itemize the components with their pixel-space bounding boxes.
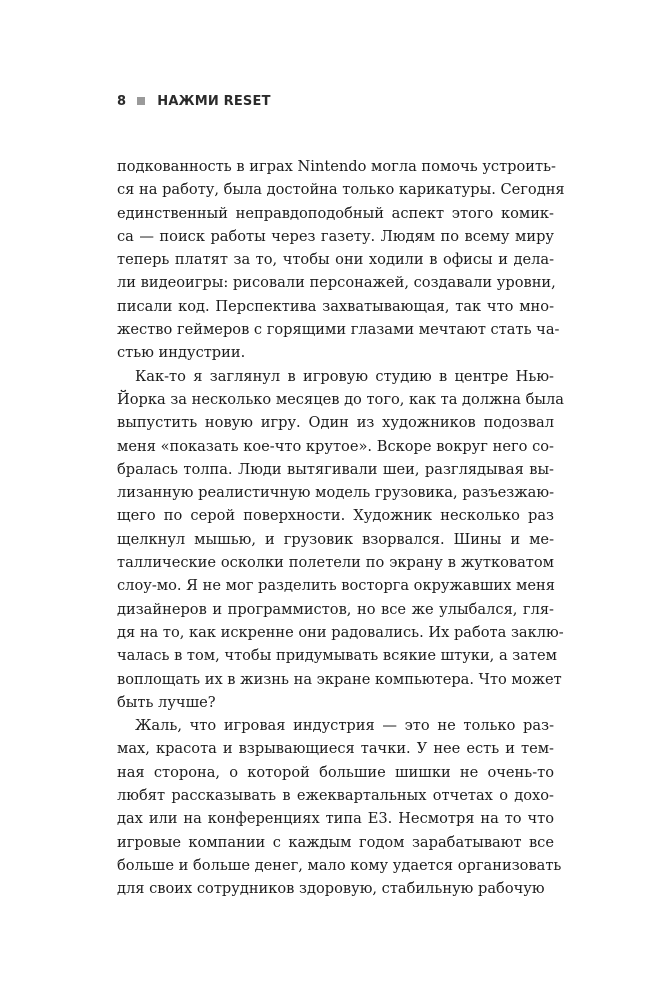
text-line: дах или на конференциях типа E3. Несмотря на то что (117, 810, 554, 828)
text-line: писали код. Перспектива захватывающая, так что мно- (117, 297, 554, 315)
text-line: единственный неправдоподобный аспект этого комик- (117, 204, 554, 222)
text-line: Жаль, что игровая индустрия — это не только раз- (135, 717, 554, 735)
text-line: подкованность в играх Nintendo могла помочь устроить- (117, 158, 556, 175)
text-line: ная сторона, о которой большие шишки не очень-то (117, 763, 554, 781)
text-line: чалась в том, чтобы придумывать всякие штуки, а затем (117, 647, 558, 665)
body-text (117, 155, 565, 901)
header-separator-square (137, 97, 145, 105)
page-number: 8 (117, 93, 127, 109)
text-line: дизайнеров и программистов, но все же улыбался, гля- (117, 600, 554, 618)
text-line: стью индустрии. (117, 344, 246, 362)
text-line: выпустить новую игру. Один из художников подозвал (117, 414, 554, 432)
text-line: Как-то я заглянул в игровую студию в центре Нью- (135, 367, 554, 385)
text-line: са — поиск работы через газету. Людям по всему миру (117, 227, 554, 245)
paragraph (117, 155, 565, 365)
text-line: слоу-мо. Я не мог разделить восторга окружавших меня (117, 577, 555, 595)
text-line: больше и больше денег, мало кому удается организовать (117, 856, 562, 874)
text-line: дя на то, как искренне они радовались. Их работа заклю- (117, 623, 564, 641)
text-line: жество геймеров с горящими глазами мечтают стать ча- (117, 321, 560, 339)
text-line: бралась толпа. Люди вытягивали шеи, разглядывая вы- (117, 460, 554, 478)
text-line: теперь платят за то, чтобы они ходили в офисы и дела- (117, 251, 554, 269)
running-header (117, 91, 271, 111)
text-line: Йорка за несколько месяцев до того, как та должна была (117, 390, 564, 408)
text-line: таллические осколки полетели по экрану в жутковатом (117, 554, 554, 572)
text-line: меня «показать кое-что крутое». Вскоре вокруг него со- (117, 437, 554, 455)
text-line: для своих сотрудников здоровую, стабильную рабочую (117, 880, 545, 898)
paragraph (117, 714, 562, 900)
text-line: щелкнул мышью, и грузовик взорвался. Шины и ме- (117, 530, 554, 548)
paragraph (117, 365, 564, 714)
text-line: мах, красота и взрывающиеся тачки. У нее есть и тем- (117, 740, 554, 758)
text-line: любят рассказывать в ежеквартальных отчетах о дохо- (117, 787, 554, 805)
text-line: щего по серой поверхности. Художник несколько раз (117, 507, 554, 525)
text-line: быть лучше? (117, 693, 216, 711)
text-line: ся на работу, была достойна только карикатуры. Сегодня (117, 181, 565, 199)
text-line: ли видеоигры: рисовали персонажей, создавали уровни, (117, 274, 556, 292)
book-title: НАЖМИ RESET (157, 93, 271, 109)
text-line: игровые компании с каждым годом зарабатывают все (117, 833, 554, 851)
text-line: лизанную реалистичную модель грузовика, разъезжаю- (117, 484, 554, 502)
text-line: воплощать их в жизнь на экране компьютера. Что может (117, 670, 562, 688)
